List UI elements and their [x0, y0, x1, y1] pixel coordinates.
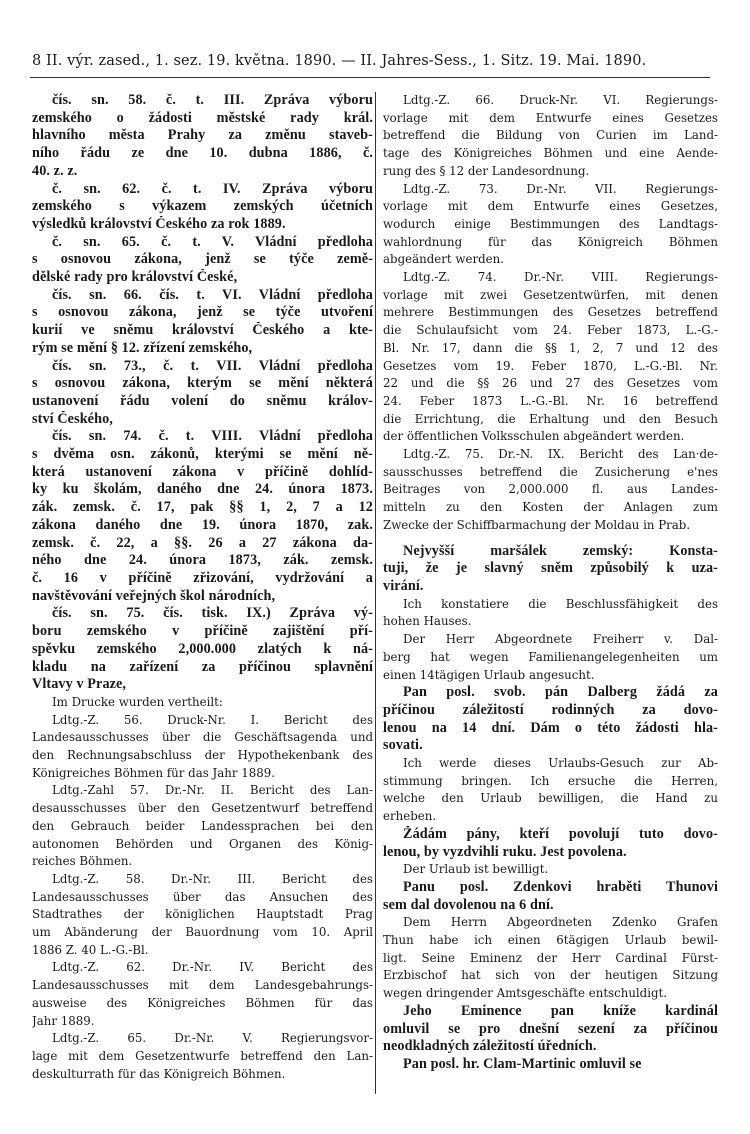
text-line: zák. zemsk. č. 17, pak §§ 1, 2, 7 a 12 — [32, 499, 373, 516]
text-line: s osnovou zákona, kterým se mění některá — [32, 375, 373, 392]
right-column-paragraph — [383, 684, 718, 755]
left-column-paragraph — [32, 428, 373, 605]
text-line: abgeändert werden. — [383, 252, 505, 267]
text-line: čís. sn. 58. č. t. III. Zpráva výboru — [52, 92, 373, 108]
text-line: Ich werde dieses Urlaubs-Gesuch zur Ab- — [403, 756, 718, 771]
text-line: boru zemského v příčině zajištění pří- — [32, 623, 373, 640]
text-line: spěvku zemského 2,000.000 zlatých k ná- — [32, 640, 373, 657]
text-line: Landesausschusses über die Geschäftsagenda und — [32, 730, 373, 745]
left-column-paragraph — [32, 358, 373, 429]
text-line: desausschusses über den Gesetzentwurf betreffend — [32, 801, 373, 816]
text-line: vorlage mit dem Entwurfe eines Gesetzes — [383, 110, 718, 125]
text-line: stimmung bringen. Ich ersuche die Herren, — [383, 773, 718, 788]
text-line: ligt. Seine Eminenz der Herr Cardinal Fürst- — [383, 950, 718, 965]
right-column-paragraph — [383, 596, 718, 631]
text-line: 1886 Z. 40 L.-G.-Bl. — [32, 942, 149, 957]
text-line: wegen dringender Amtsgeschäfte entschuldigt. — [383, 986, 668, 1001]
text-line: tuji, že je slavný sněm způsobilý k uza- — [383, 560, 718, 577]
text-line: zemsk. č. 22, a §§. 26 a 27 zákona da- — [32, 534, 373, 551]
text-line: betreffend die Bildung von Curien im Land- — [383, 128, 718, 143]
text-line: den Gebrauch beider Landessprachen bei den — [32, 818, 373, 833]
text-line: neodkladných záležitostí úředních. — [383, 1038, 597, 1055]
text-line: ky ku školám, daného dne 24. února 1873. — [32, 481, 373, 498]
text-line: rung des § 12 der Landesordnung. — [383, 163, 590, 178]
text-line: mehrere Bestimmungen des Gesetzes betreffend — [383, 305, 718, 320]
right-column-paragraph — [383, 826, 718, 861]
text-line: s osnovou zákona, jenž se týče utvoření — [32, 304, 373, 321]
paragraph-gap — [383, 535, 718, 543]
left-column-paragraph — [32, 92, 373, 181]
right-column-paragraph — [383, 446, 718, 535]
text-line: Königreiches Böhmen für das Jahr 1889. — [32, 765, 276, 780]
text-line: ustanovení řádu volení do sněmu králov- — [32, 392, 373, 409]
text-line: einen 14tägigen Urlaub angesucht. — [383, 667, 595, 682]
text-line: Ich konstatiere die Beschlussfähigkeit des — [403, 596, 718, 611]
left-column-paragraph — [32, 959, 373, 1030]
text-line: den Rechnungsabschluss der Hypothekenbank des — [32, 748, 373, 763]
text-line: der öffentlichen Volksschulen abgeändert werden. — [383, 429, 685, 444]
right-column-paragraph — [383, 1003, 718, 1056]
text-line: Vltavy v Praze, — [32, 676, 127, 693]
left-column-paragraph — [32, 871, 373, 960]
text-line: Ldtg.-Z. 66. Druck-Nr. VI. Regierungs- — [403, 93, 718, 107]
right-column-paragraph — [383, 879, 718, 914]
text-line: Ldtg.-Z. 65. Dr.-Nr. V. Regierungsvor- — [52, 1031, 373, 1046]
text-line: lage mit dem Gesetzentwurfe betreffend den Lan- — [32, 1048, 373, 1063]
text-line: mitteln zu den Kosten der Anlagen zum — [383, 500, 718, 515]
text-line: Landesausschusses mit dem Landesgebahrungs- — [32, 978, 373, 993]
text-line: Beitrages von 2,000.000 fl. aus Landes- — [383, 482, 718, 497]
text-line: tage des Königreiches Böhmen und eine Aende- — [383, 146, 718, 161]
text-line: Der Urlaub ist bewilligt. — [403, 862, 549, 877]
text-line: Pan posl. hr. Clam-Martinic omluvil se — [403, 1055, 642, 1072]
column-divider — [375, 92, 376, 1094]
text-line: Dem Herrn Abgeordneten Zdenko Grafen — [403, 915, 718, 930]
text-line: vorlage mit zwei Gesetzentwürfen, mit denen — [383, 287, 718, 302]
text-line: Der Herr Abgeordnete Freiherr v. Dal- — [403, 632, 718, 647]
text-line: ního řádu ze dne 10. dubna 1886, č. — [32, 145, 373, 162]
text-line: Pan posl. svob. pán Dalberg žádá za — [403, 684, 718, 701]
header-rule — [30, 77, 710, 78]
right-column-paragraph — [383, 914, 718, 1003]
text-line: berg hat wegen Familienangelegenheiten um — [383, 649, 718, 664]
text-line: Ldtg.-Z. 75. Dr.-N. IX. Bericht des Lan·de- — [403, 447, 718, 462]
text-line: Jahr 1889. — [32, 1013, 95, 1028]
text-line: autonomen Behörden und Organen des König- — [32, 836, 373, 851]
text-line: s dvěma osn. zákonů, kterými se mění ně- — [32, 446, 373, 463]
right-column-paragraph — [383, 631, 718, 684]
left-column-paragraph — [32, 181, 373, 234]
text-line: sovati. — [383, 737, 423, 754]
text-line: zemského s výkazem zemských účetních — [32, 198, 373, 215]
text-line: zemského o žádosti městské rady král. — [32, 109, 373, 126]
text-line: vorlage mit dem Entwurfe eines Gesetzes, — [383, 199, 718, 214]
text-line: dělské rady pro království České, — [32, 269, 238, 286]
text-line: 40. z. z. — [32, 162, 78, 179]
right-column-paragraph — [383, 92, 718, 181]
text-line: Panu posl. Zdenkovi hraběti Thunovi — [403, 878, 718, 895]
text-line: lenou na 14 dní. Dám o této žádosti hla- — [383, 719, 718, 736]
text-line: hohen Hauses. — [383, 614, 472, 629]
text-line: Žádám pány, kteří povolují tuto dovo- — [403, 825, 718, 842]
text-line: um Abänderung der Bauordnung vom 10. April — [32, 925, 373, 940]
right-column-paragraph — [383, 1056, 718, 1074]
text-line: čís. sn. 66. čís. t. VI. Vládní předloha — [52, 286, 373, 303]
text-line: Ldtg.-Z. 58. Dr.-Nr. III. Bericht des — [52, 871, 373, 886]
text-line: Ldtg.-Zahl 57. Dr.-Nr. II. Bericht des Lan- — [52, 783, 373, 798]
text-line: Ldtg.-Z. 56. Druck-Nr. I. Bericht des — [52, 712, 373, 727]
left-column — [32, 92, 373, 1083]
text-line: virání. — [383, 577, 424, 594]
text-line: zákona daného dne 19. února 1870, zak. — [32, 516, 373, 533]
text-line: čís. sn. 75. čís. tisk. IX.) Zpráva vý- — [52, 605, 373, 622]
right-column-paragraph — [383, 543, 718, 596]
text-line: čís. sn. 74. č. t. VIII. Vládní předloha — [52, 428, 373, 445]
right-column — [383, 92, 718, 1074]
left-column-paragraph — [32, 782, 373, 871]
text-line: č. 16 v příčině zřizování, vydržování a — [32, 569, 373, 586]
left-column-paragraph — [32, 694, 373, 712]
text-line: kurií ve sněmu království Českého a kte- — [32, 322, 373, 339]
text-line: Jeho Eminence pan kníže kardinál — [403, 1002, 718, 1019]
text-line: ausweise des Königreiches Böhmen für das — [32, 995, 373, 1010]
text-line: s osnovou zákona, jenž se týče země- — [32, 251, 373, 268]
text-line: ného dne 24. února 1873, zák. zemsk. — [32, 552, 373, 569]
left-column-paragraph — [32, 1030, 373, 1083]
text-line: č. sn. 65. č. t. V. Vládní předloha — [52, 233, 373, 250]
text-line: wodurch einige Bestimmungen des Landtags- — [383, 216, 718, 231]
text-line: navštěvování veřejných škol národních, — [32, 587, 276, 604]
text-line: erheben. — [383, 809, 437, 824]
text-line: čís. sn. 73., č. t. VII. Vládní předloha — [52, 357, 373, 374]
text-line: Ldtg.-Z. 73. Dr.-Nr. VII. Regierungs- — [403, 181, 718, 196]
text-line: kladu na zařízení za příčinou splavnění — [32, 658, 373, 675]
text-line: die Schulaufsicht vom 24. Feber 1873, L.-G.- — [383, 323, 718, 338]
right-column-paragraph — [383, 755, 718, 826]
left-column-paragraph — [32, 287, 373, 358]
right-column-paragraph — [383, 861, 718, 879]
text-line: výsledků království Českého za rok 1889. — [32, 215, 286, 232]
text-line: Stadtrathes der königlichen Hauptstadt Prag — [32, 907, 373, 922]
text-line: Erzbischof hat sich von der heutigen Sitzung — [383, 968, 718, 983]
text-line: Gesetzes vom 19. Feber 1870, L.-G.-Bl. Nr. — [383, 358, 718, 373]
text-line: sausschusses betreffend die Zusicherung e'nes — [383, 464, 718, 479]
text-line: která ustanovení zákona v příčině dohlíd- — [32, 463, 373, 480]
text-line: Bl. Nr. 17, dann die §§ 1, 2, 7 und 12 des — [383, 340, 718, 355]
text-line: 22 und die §§ 26 und 27 des Gesetzes vom — [383, 376, 718, 391]
text-line: welche den Urlaub bewilligen, die Hand zu — [383, 791, 718, 806]
right-column-paragraph — [383, 269, 718, 446]
right-column-paragraph — [383, 181, 718, 270]
left-column-paragraph — [32, 605, 373, 694]
text-line: sem dal dovolenou na 6 dní. — [383, 896, 554, 913]
text-line: wahlordnung für das Königreich Böhmen — [383, 234, 718, 249]
text-line: deskulturrath für das Königreich Böhmen. — [32, 1066, 286, 1081]
running-header: 8 II. výr. zased., 1. sez. 19. května. 1890. — II. Jahres-Sess., 1. Sitz. 19. Mai. 1890. — [32, 53, 647, 69]
text-line: č. sn. 62. č. t. IV. Zpráva výboru — [52, 180, 373, 197]
text-line: 24. Feber 1873 L.-G.-Bl. Nr. 16 betreffend — [383, 393, 718, 408]
text-line: omluvil se pro dnešní sezení za příčinou — [383, 1020, 718, 1037]
text-line: ství Českého, — [32, 410, 113, 427]
left-column-paragraph — [32, 712, 373, 783]
text-line: rým se mění § 12. zřízení zemského, — [32, 339, 253, 356]
left-column-paragraph — [32, 234, 373, 287]
text-line: hlavního města Prahy za změnu staveb- — [32, 127, 373, 144]
text-line: Zwecke der Schiffbarmachung der Moldau in Prab. — [383, 517, 691, 532]
text-line: lenou, by vyzdvihli ruku. Jest povolena. — [383, 843, 627, 860]
text-line: Nejvyšší maršálek zemský: Konsta- — [403, 542, 718, 559]
text-line: Landesausschusses über das Ansuchen des — [32, 889, 373, 904]
text-line: Ldtg.-Z. 74. Dr.-Nr. VIII. Regierungs- — [403, 270, 718, 285]
text-line: die Errichtung, die Erhaltung und den Besuch — [383, 411, 718, 426]
text-line: reiches Böhmen. — [32, 854, 133, 869]
text-line: Thun habe ich einen 6tägigen Urlaub bewil- — [383, 933, 718, 948]
text-line: příčinou záležitostí rodinných za dovo- — [383, 701, 718, 718]
text-line: Ldtg.-Z. 62. Dr.-Nr. IV. Bericht des — [52, 960, 373, 975]
text-line: Im Drucke wurden vertheilt: — [52, 694, 223, 709]
